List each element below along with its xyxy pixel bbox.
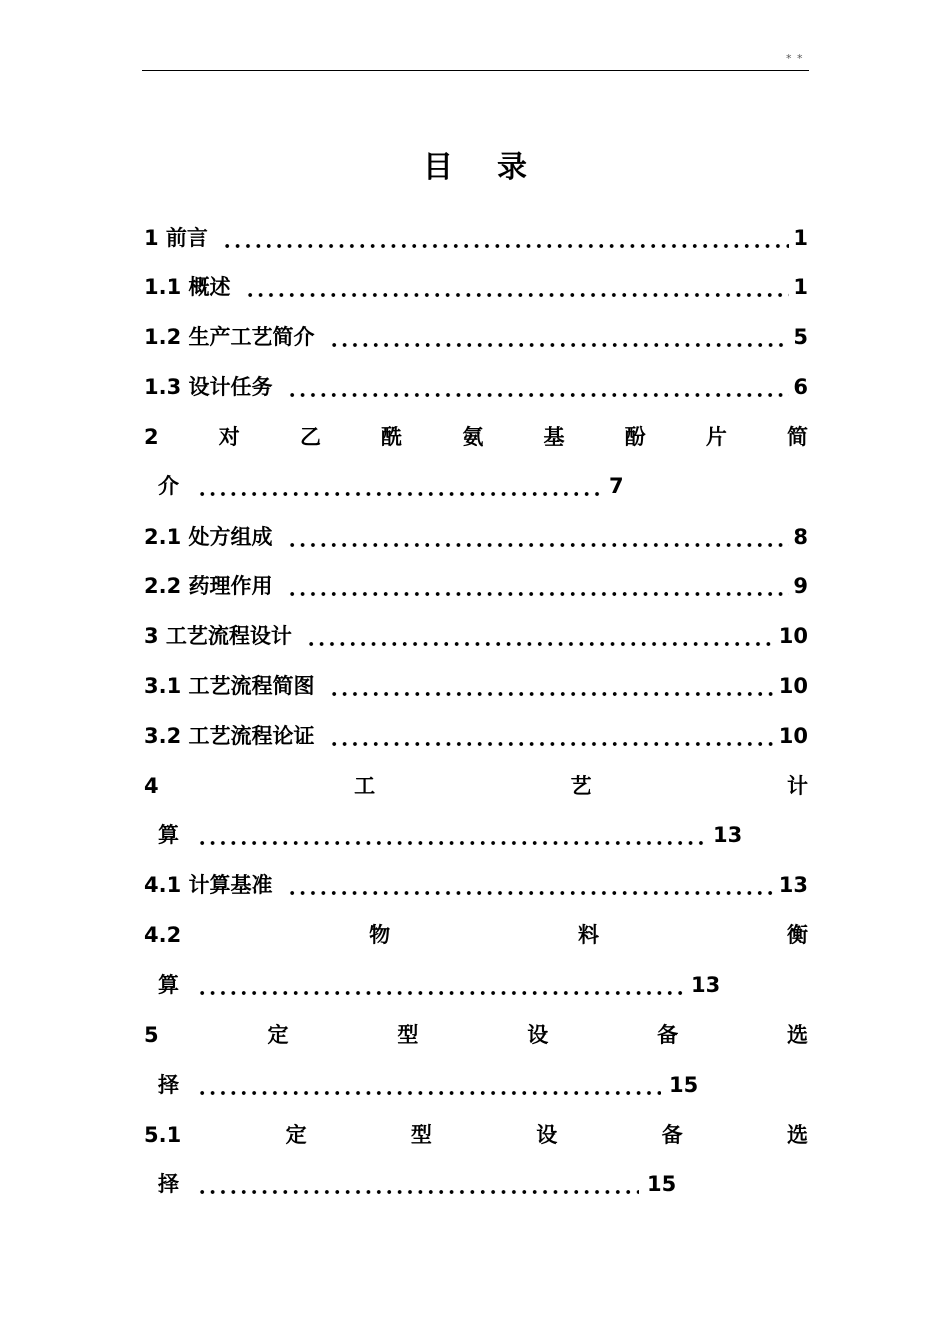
toc-entry-continuation[interactable]	[158, 960, 720, 1010]
toc-entry-cont-label: 算	[158, 823, 179, 847]
toc-entry-label: 1 前言	[144, 226, 208, 250]
dot-leader	[329, 711, 775, 761]
dot-leader	[197, 1060, 661, 1110]
toc-entry-char: 4.2	[144, 923, 182, 947]
dot-leader	[245, 262, 790, 312]
toc-entry-justified[interactable]	[144, 412, 808, 462]
dot-leader	[287, 362, 790, 412]
toc-entry-char: 对	[218, 425, 240, 449]
toc-entry-continuation[interactable]	[158, 1159, 676, 1209]
toc-entry-page: 10	[778, 724, 808, 748]
toc-entry-char: 型	[397, 1023, 419, 1047]
toc-entry-label: 1.3 设计任务	[144, 375, 273, 399]
toc-entry-page: 7	[609, 474, 624, 498]
toc-entry[interactable]	[144, 611, 808, 661]
toc-entry-char: 备	[657, 1023, 679, 1047]
dot-leader	[306, 611, 775, 661]
toc-entry[interactable]	[144, 561, 808, 611]
toc-entry-page: 13	[778, 873, 808, 897]
toc-entry-char: 物	[369, 923, 391, 947]
toc-entry-page: 10	[778, 674, 808, 698]
toc-entry-char: 设	[527, 1023, 549, 1047]
toc-entry-label: 3.2 工艺流程论证	[144, 724, 315, 748]
toc-entry-label: 1.1 概述	[144, 275, 231, 299]
toc-entry-char: 酚	[624, 425, 646, 449]
toc-entry-char: 简	[787, 425, 808, 449]
toc-entry-label: 3 工艺流程设计	[144, 624, 292, 648]
toc-entry-page: 13	[713, 823, 743, 847]
toc-entry-justified[interactable]	[144, 1110, 808, 1160]
toc-entry-char: 衡	[786, 923, 808, 947]
toc-entry[interactable]	[144, 860, 808, 910]
toc-entry-label: 4.1 计算基准	[144, 873, 273, 897]
toc-entry-char: 乙	[299, 425, 321, 449]
dot-leader	[197, 1159, 639, 1209]
toc-entry-page: 6	[793, 375, 808, 399]
dot-leader	[197, 960, 683, 1010]
toc-entry-char: 选	[787, 1123, 808, 1147]
toc-entry-char: 艺	[570, 774, 592, 798]
toc-title	[0, 142, 950, 186]
toc-entry-label: 3.1 工艺流程简图	[144, 674, 315, 698]
toc-entry-page: 15	[669, 1073, 699, 1097]
toc-entry-page: 1	[793, 226, 808, 250]
toc-entry-char: 5.1	[144, 1123, 182, 1147]
dot-leader	[287, 512, 790, 562]
toc-entry[interactable]	[144, 312, 808, 362]
dot-leader	[197, 810, 705, 860]
toc-entry[interactable]	[144, 262, 808, 312]
toc-entry-char: 氨	[462, 425, 484, 449]
toc-entry-char: 基	[543, 425, 565, 449]
toc-entry-page: 9	[793, 574, 808, 598]
toc-entry-continuation[interactable]	[158, 810, 742, 860]
toc-entry-page: 13	[691, 973, 721, 997]
toc-entry-char: 酰	[381, 425, 403, 449]
toc-entry-char: 计	[786, 774, 808, 798]
toc-entry[interactable]	[144, 661, 808, 711]
toc-entry-char: 工	[354, 774, 376, 798]
toc-entry-page: 5	[793, 325, 808, 349]
header-rule	[142, 70, 809, 71]
toc-entry-char: 料	[578, 923, 600, 947]
dot-leader	[222, 213, 789, 263]
toc-entry-page: 1	[793, 275, 808, 299]
toc-entry-cont-label: 择	[158, 1172, 179, 1196]
dot-leader	[197, 461, 601, 511]
toc-entry[interactable]	[144, 512, 808, 562]
toc-entry-char: 2	[144, 425, 159, 449]
header-mark: * *	[786, 52, 804, 65]
toc-entry-continuation[interactable]	[158, 461, 624, 511]
dot-leader	[329, 661, 775, 711]
toc-entry-page: 8	[793, 525, 808, 549]
toc-entry-char: 定	[285, 1123, 307, 1147]
toc-entry-label: 2.2 药理作用	[144, 574, 273, 598]
toc-entry-char: 备	[661, 1123, 683, 1147]
toc-entry-justified[interactable]	[144, 1010, 808, 1060]
toc-entry-page: 10	[778, 624, 808, 648]
toc-entry[interactable]	[144, 711, 808, 761]
toc-entry-char: 设	[536, 1123, 558, 1147]
toc-entry-page: 15	[647, 1172, 677, 1196]
toc-entry[interactable]	[144, 362, 808, 412]
toc-entry-char: 型	[410, 1123, 432, 1147]
dot-leader	[287, 561, 790, 611]
toc-title-char: 目	[423, 150, 453, 185]
toc-entry-justified[interactable]	[144, 910, 808, 960]
toc-entry-char: 定	[267, 1023, 289, 1047]
toc-title-char: 录	[497, 150, 527, 185]
toc-entry-char: 选	[787, 1023, 808, 1047]
toc-entry-cont-label: 择	[158, 1073, 179, 1097]
dot-leader	[287, 860, 775, 910]
toc-entry-continuation[interactable]	[158, 1060, 698, 1110]
toc-entry-label: 2.1 处方组成	[144, 525, 273, 549]
toc-entry-char: 片	[705, 425, 727, 449]
toc-entry-char: 4	[144, 774, 159, 798]
toc-entry[interactable]	[144, 213, 808, 263]
dot-leader	[329, 312, 790, 362]
toc-entry-justified[interactable]	[144, 761, 808, 811]
toc-entry-cont-label: 介	[158, 474, 179, 498]
toc-entry-cont-label: 算	[158, 973, 179, 997]
toc-entry-label: 1.2 生产工艺简介	[144, 325, 315, 349]
toc-entry-char: 5	[144, 1023, 159, 1047]
